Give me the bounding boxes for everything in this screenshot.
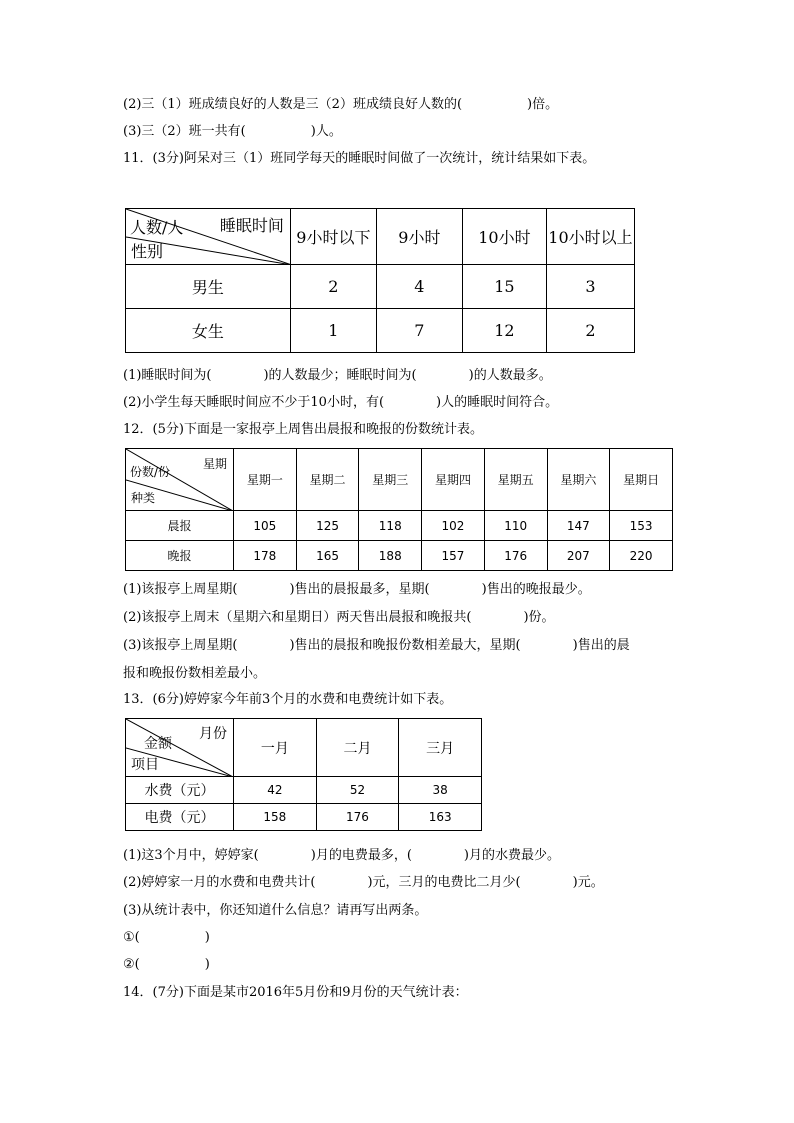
corner-top-label: 星期 (202, 457, 227, 471)
table-cell: 163 (399, 804, 482, 831)
row-label: 电费（元） (126, 804, 234, 831)
table-cell: 176 (484, 541, 547, 571)
table-cell: 3 (546, 265, 634, 309)
table-cell: 165 (296, 541, 359, 571)
column-header: 10小时以上 (546, 209, 634, 265)
table-cell: 178 (234, 541, 297, 571)
table-cell: 157 (422, 541, 485, 571)
corner-mid-label: 人数/人 (130, 218, 184, 237)
column-header: 星期五 (484, 449, 547, 511)
table-corner-cell (126, 719, 234, 777)
table-cell: 147 (547, 511, 610, 541)
table-row (126, 309, 635, 353)
row-label: 女生 (126, 309, 291, 353)
question-12-part-3-cont: 报和晚报份数相差最小。 (123, 666, 267, 681)
table-cell: 176 (316, 804, 399, 831)
table-cell: 158 (234, 804, 317, 831)
table-cell: 188 (359, 541, 422, 571)
table-cell: 7 (376, 309, 462, 353)
question-11-part-2: (2)小学生每天睡眠时间应不少于10小时，有( )人的睡眠时间符合。 (123, 395, 559, 410)
column-header: 一月 (234, 719, 317, 777)
column-header: 星期一 (234, 449, 297, 511)
table-row (126, 265, 635, 309)
question-10-part-3: (3)三（2）班一共有( )人。 (123, 124, 342, 139)
answer-blank-1: ①( ) (123, 930, 210, 945)
question-14-title: 14．(7分)下面是某市2016年5月份和9月份的天气统计表： (123, 985, 468, 1000)
question-13-title: 13．(6分)婷婷家今年前3个月的水费和电费统计如下表。 (123, 692, 453, 707)
table-row (126, 511, 673, 541)
table-cell: 12 (462, 309, 546, 353)
row-label: 男生 (126, 265, 291, 309)
column-header: 9小时 (376, 209, 462, 265)
question-13-part-1: (1)这3个月中，婷婷家( )月的电费最多，( )月的水费最少。 (123, 848, 560, 863)
corner-bottom-label: 种类 (131, 491, 156, 505)
table-row (126, 804, 482, 831)
table-corner-cell (126, 209, 291, 265)
question-13-part-2: (2)婷婷家一月的水费和电费共计( )元，三月的电费比二月少( )元。 (123, 875, 604, 890)
column-header: 星期日 (610, 449, 673, 511)
table-cell: 153 (610, 511, 673, 541)
column-header: 星期二 (296, 449, 359, 511)
column-header: 星期六 (547, 449, 610, 511)
newspaper-sales-table (125, 448, 673, 571)
table-cell: 125 (296, 511, 359, 541)
question-13-part-3: (3)从统计表中，你还知道什么信息？请再写出两条。 (123, 903, 428, 918)
table-row (126, 541, 673, 571)
answer-blank-2: ②( ) (123, 957, 210, 972)
table-cell: 118 (359, 511, 422, 541)
question-10-part-2: (2)三（1）班成绩良好的人数是三（2）班成绩良好人数的( )倍。 (123, 97, 559, 112)
column-header: 10小时 (462, 209, 546, 265)
table-cell: 1 (290, 309, 376, 353)
table-corner-cell (126, 449, 234, 511)
table-cell: 15 (462, 265, 546, 309)
question-11-part-1: (1)睡眠时间为( )的人数最少；睡眠时间为( )的人数最多。 (123, 368, 552, 383)
table-cell: 207 (547, 541, 610, 571)
table-cell: 220 (610, 541, 673, 571)
table-cell: 110 (484, 511, 547, 541)
question-12-part-3: (3)该报亭上周星期( )售出的晨报和晚报份数相差最大，星期( )售出的晨 (123, 638, 630, 653)
row-label: 晚报 (126, 541, 234, 571)
question-12-title: 12．(5分)下面是一家报亭上周售出晨报和晚报的份数统计表。 (123, 422, 483, 437)
table-cell: 4 (376, 265, 462, 309)
utility-bill-table (125, 718, 482, 831)
table-cell: 38 (399, 777, 482, 804)
table-cell: 105 (234, 511, 297, 541)
table-row (126, 777, 482, 804)
corner-top-label: 月份 (199, 726, 227, 742)
corner-bottom-label: 性别 (131, 242, 164, 261)
table-cell: 42 (234, 777, 317, 804)
row-label: 晨报 (126, 511, 234, 541)
corner-bottom-label: 项目 (131, 757, 159, 773)
column-header: 星期四 (422, 449, 485, 511)
sleep-time-table (125, 208, 635, 353)
column-header: 星期三 (359, 449, 422, 511)
row-label: 水费（元） (126, 777, 234, 804)
corner-mid-label: 份数/份 (130, 465, 171, 479)
table-cell: 102 (422, 511, 485, 541)
table-cell: 2 (290, 265, 376, 309)
question-11-title: 11．(3分)阿呆对三（1）班同学每天的睡眠时间做了一次统计，统计结果如下表。 (123, 151, 596, 166)
column-header: 三月 (399, 719, 482, 777)
column-header: 二月 (316, 719, 399, 777)
corner-top-label: 睡眠时间 (219, 216, 284, 235)
column-header: 9小时以下 (290, 209, 376, 265)
corner-mid-label: 金额 (144, 736, 172, 752)
question-12-part-2: (2)该报亭上周末（星期六和星期日）两天售出晨报和晚报共( )份。 (123, 610, 555, 625)
question-12-part-1: (1)该报亭上周星期( )售出的晨报最多，星期( )售出的晚报最少。 (123, 582, 591, 597)
table-cell: 2 (546, 309, 634, 353)
table-cell: 52 (316, 777, 399, 804)
